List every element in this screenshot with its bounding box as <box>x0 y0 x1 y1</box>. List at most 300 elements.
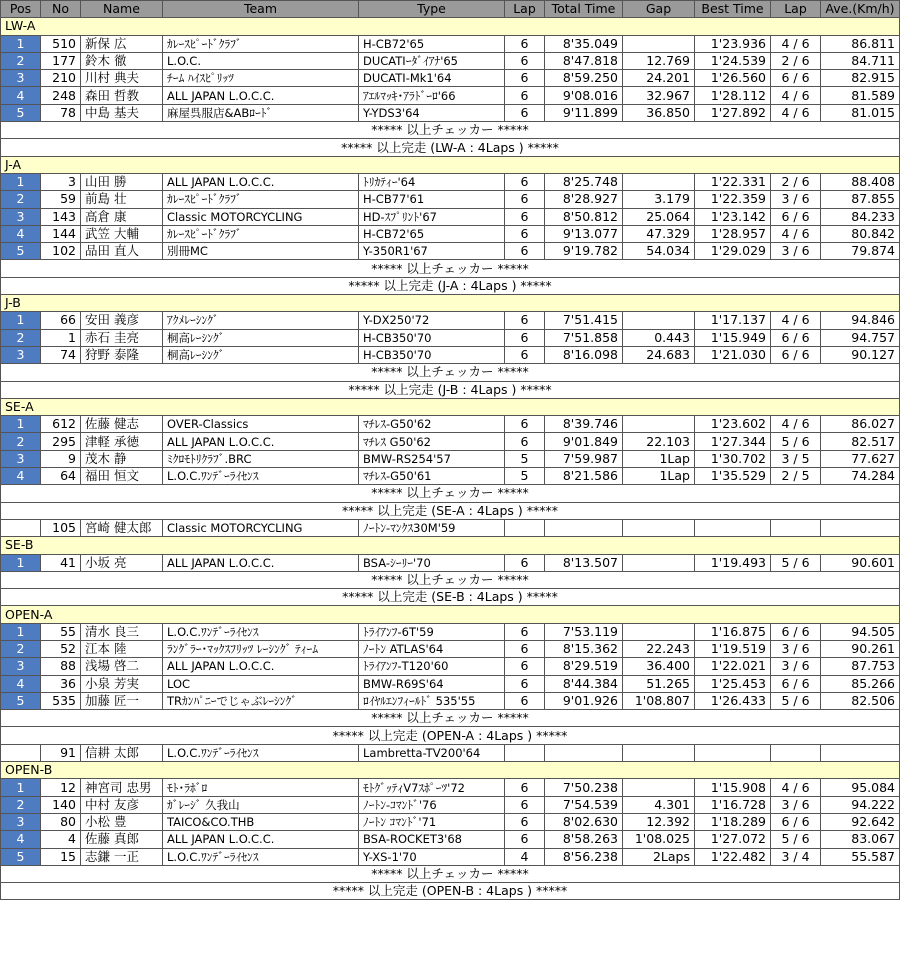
total-time-cell: 9'13.077 <box>545 225 623 242</box>
total-time-cell: 7'50.238 <box>545 779 623 796</box>
rider-name-cell: 神宮司 忠男 <box>81 779 163 796</box>
team-cell: 麻屋呉服店&ABﾛｰﾄﾞ <box>163 104 359 121</box>
position-cell: 5 <box>1 243 41 260</box>
team-cell: ALL JAPAN L.O.C.C. <box>163 554 359 571</box>
best-lap-cell: 4 / 6 <box>771 779 821 796</box>
number-cell: 59 <box>41 191 81 208</box>
position-cell: 5 <box>1 848 41 865</box>
laps-cell: 6 <box>505 87 545 104</box>
best-time-cell: 1'16.728 <box>695 796 771 813</box>
best-time-cell: 1'17.137 <box>695 312 771 329</box>
best-lap-cell: 2 / 5 <box>771 468 821 485</box>
best-lap-cell: 6 / 6 <box>771 208 821 225</box>
position-cell: 5 <box>1 104 41 121</box>
best-time-cell: 1'28.112 <box>695 87 771 104</box>
best-time-cell: 1'27.072 <box>695 831 771 848</box>
position-cell: 1 <box>1 173 41 190</box>
gap-cell: 22.103 <box>623 433 695 450</box>
gap-cell <box>623 35 695 52</box>
total-time-cell: 7'51.858 <box>545 329 623 346</box>
result-row <box>1 243 900 260</box>
team-cell: LOC <box>163 675 359 692</box>
laps-cell: 6 <box>505 225 545 242</box>
total-time-cell: 8'44.384 <box>545 675 623 692</box>
best-time-cell: 1'18.289 <box>695 813 771 830</box>
finish-note-row <box>1 883 900 900</box>
number-cell: 91 <box>41 744 81 761</box>
team-cell: ALL JAPAN L.O.C.C. <box>163 87 359 104</box>
gap-cell <box>623 744 695 761</box>
best-time-cell: 1'27.892 <box>695 104 771 121</box>
best-lap-cell: 6 / 6 <box>771 346 821 363</box>
checker-note: ***** 以上チェッカー ***** <box>1 485 900 502</box>
best-time-cell: 1'23.602 <box>695 416 771 433</box>
rider-name-cell: 小泉 芳実 <box>81 675 163 692</box>
result-row <box>1 433 900 450</box>
result-row <box>1 848 900 865</box>
header-row <box>1 1 900 18</box>
laps-cell: 6 <box>505 312 545 329</box>
result-row <box>1 329 900 346</box>
average-speed-cell: 94.846 <box>821 312 900 329</box>
team-cell: ﾓﾄ･ﾗﾎﾞﾛ <box>163 779 359 796</box>
best-time-cell: 1'22.359 <box>695 191 771 208</box>
position-cell: 3 <box>1 346 41 363</box>
finish-note-row <box>1 589 900 606</box>
rider-name-cell: 川村 典夫 <box>81 70 163 87</box>
category-row <box>1 295 900 312</box>
checker-note: ***** 以上チェッカー ***** <box>1 571 900 588</box>
gap-cell: 24.683 <box>623 346 695 363</box>
team-cell: OVER-Classics <box>163 416 359 433</box>
number-cell: 12 <box>41 779 81 796</box>
position-cell: 4 <box>1 831 41 848</box>
machine-type-cell: ﾓﾄｸﾞｯﾃｨV7ｽﾎﾟｰﾂ'72 <box>359 779 505 796</box>
number-cell: 295 <box>41 433 81 450</box>
position-cell <box>1 519 41 536</box>
team-cell: ﾁｰﾑ ﾊｲｽﾋﾟﾘｯﾂ <box>163 70 359 87</box>
average-speed-cell: 55.587 <box>821 848 900 865</box>
result-row <box>1 346 900 363</box>
rider-name-cell: 新保 広 <box>81 35 163 52</box>
best-time-cell: 1'35.529 <box>695 468 771 485</box>
rider-name-cell: 福田 恒文 <box>81 468 163 485</box>
best-time-cell: 1'22.021 <box>695 658 771 675</box>
machine-type-cell: ﾄﾗｲｱﾝﾌ-T120'60 <box>359 658 505 675</box>
laps-cell <box>505 519 545 536</box>
machine-type-cell: BMW-R69S'64 <box>359 675 505 692</box>
best-time-cell: 1'15.908 <box>695 779 771 796</box>
machine-type-cell: ﾉｰﾄﾝ ATLAS'64 <box>359 640 505 657</box>
best-time-cell: 1'26.433 <box>695 692 771 709</box>
position-cell: 5 <box>1 692 41 709</box>
machine-type-cell: H-CB72'65 <box>359 225 505 242</box>
rider-name-cell: 清水 良三 <box>81 623 163 640</box>
team-cell: 桐高ﾚｰｼﾝｸﾞ <box>163 346 359 363</box>
result-row <box>1 225 900 242</box>
best-lap-cell: 5 / 6 <box>771 433 821 450</box>
gap-cell <box>623 554 695 571</box>
machine-type-cell: ﾛｲﾔﾙｴﾝﾌｨｰﾙﾄﾞ 535'55 <box>359 692 505 709</box>
result-row <box>1 52 900 69</box>
best-lap-cell: 6 / 6 <box>771 623 821 640</box>
col-total-time: Total Time <box>545 1 623 18</box>
checker-note-row <box>1 122 900 139</box>
machine-type-cell: Y-XS-1'70 <box>359 848 505 865</box>
checker-note-row <box>1 710 900 727</box>
best-lap-cell: 3 / 6 <box>771 191 821 208</box>
total-time-cell <box>545 519 623 536</box>
laps-cell: 6 <box>505 779 545 796</box>
result-row <box>1 191 900 208</box>
total-time-cell: 8'13.507 <box>545 554 623 571</box>
average-speed-cell: 79.874 <box>821 243 900 260</box>
total-time-cell: 8'21.586 <box>545 468 623 485</box>
finish-note-row <box>1 277 900 294</box>
machine-type-cell: BSA-ｼｰﾘｰ'70 <box>359 554 505 571</box>
category-row <box>1 156 900 173</box>
result-row <box>1 35 900 52</box>
machine-type-cell: DUCATIｰﾀﾞｲｱﾅ'65 <box>359 52 505 69</box>
finish-note: ***** 以上完走 (LW-A : 4Laps ) ***** <box>1 139 900 156</box>
rider-name-cell: 江本 陸 <box>81 640 163 657</box>
laps-cell: 6 <box>505 104 545 121</box>
best-time-cell: 1'27.344 <box>695 433 771 450</box>
rider-name-cell: 小松 豊 <box>81 813 163 830</box>
average-speed-cell: 94.757 <box>821 329 900 346</box>
result-row <box>1 658 900 675</box>
position-cell: 1 <box>1 554 41 571</box>
col-team: Team <box>163 1 359 18</box>
average-speed-cell: 83.067 <box>821 831 900 848</box>
machine-type-cell: Lambretta-TV200'64 <box>359 744 505 761</box>
number-cell: 144 <box>41 225 81 242</box>
col-no: No <box>41 1 81 18</box>
col-gap: Gap <box>623 1 695 18</box>
number-cell: 105 <box>41 519 81 536</box>
category-row <box>1 398 900 415</box>
laps-cell: 5 <box>505 450 545 467</box>
team-cell: ALL JAPAN L.O.C.C. <box>163 658 359 675</box>
average-speed-cell: 90.601 <box>821 554 900 571</box>
machine-type-cell: H-CB350'70 <box>359 346 505 363</box>
average-speed-cell: 94.222 <box>821 796 900 813</box>
best-lap-cell: 3 / 6 <box>771 658 821 675</box>
result-row <box>1 692 900 709</box>
best-lap-cell: 4 / 6 <box>771 416 821 433</box>
rider-name-cell: 中村 友彦 <box>81 796 163 813</box>
result-row <box>1 831 900 848</box>
total-time-cell: 9'01.849 <box>545 433 623 450</box>
average-speed-cell: 84.233 <box>821 208 900 225</box>
laps-cell: 6 <box>505 813 545 830</box>
total-time-cell: 7'54.539 <box>545 796 623 813</box>
total-time-cell: 9'11.899 <box>545 104 623 121</box>
average-speed-cell: 90.261 <box>821 640 900 657</box>
machine-type-cell: H-CB72'65 <box>359 35 505 52</box>
total-time-cell: 8'02.630 <box>545 813 623 830</box>
total-time-cell: 9'08.016 <box>545 87 623 104</box>
result-row <box>1 208 900 225</box>
best-lap-cell: 4 / 6 <box>771 35 821 52</box>
number-cell: 1 <box>41 329 81 346</box>
finish-note: ***** 以上完走 (SE-A : 4Laps ) ***** <box>1 502 900 519</box>
gap-cell <box>623 519 695 536</box>
team-cell: ALL JAPAN L.O.C.C. <box>163 433 359 450</box>
best-time-cell: 1'19.493 <box>695 554 771 571</box>
total-time-cell: 8'29.519 <box>545 658 623 675</box>
col-best-time: Best Time <box>695 1 771 18</box>
laps-cell: 6 <box>505 243 545 260</box>
best-time-cell: 1'21.030 <box>695 346 771 363</box>
machine-type-cell: BSA-ROCKET3'68 <box>359 831 505 848</box>
number-cell: 36 <box>41 675 81 692</box>
number-cell: 4 <box>41 831 81 848</box>
team-cell: ｱｸﾒﾚｰｼﾝｸﾞ <box>163 312 359 329</box>
laps-cell: 6 <box>505 554 545 571</box>
position-cell: 4 <box>1 468 41 485</box>
category-row <box>1 606 900 623</box>
number-cell: 41 <box>41 554 81 571</box>
rider-name-cell: 鈴木 徹 <box>81 52 163 69</box>
checker-note: ***** 以上チェッカー ***** <box>1 122 900 139</box>
average-speed-cell: 90.127 <box>821 346 900 363</box>
number-cell: 74 <box>41 346 81 363</box>
total-time-cell: 7'53.119 <box>545 623 623 640</box>
total-time-cell: 8'25.748 <box>545 173 623 190</box>
gap-cell: 22.243 <box>623 640 695 657</box>
position-cell: 1 <box>1 416 41 433</box>
rider-name-cell: 森田 哲教 <box>81 87 163 104</box>
gap-cell: 36.400 <box>623 658 695 675</box>
average-speed-cell: 94.505 <box>821 623 900 640</box>
total-time-cell: 9'19.782 <box>545 243 623 260</box>
result-row <box>1 796 900 813</box>
team-cell: ALL JAPAN L.O.C.C. <box>163 831 359 848</box>
gap-cell: 1Lap <box>623 450 695 467</box>
laps-cell: 4 <box>505 848 545 865</box>
rider-name-cell: 品田 直人 <box>81 243 163 260</box>
number-cell: 510 <box>41 35 81 52</box>
number-cell: 140 <box>41 796 81 813</box>
gap-cell <box>623 416 695 433</box>
best-lap-cell: 5 / 6 <box>771 692 821 709</box>
best-time-cell: 1'28.957 <box>695 225 771 242</box>
rider-name-cell: 津軽 承徳 <box>81 433 163 450</box>
checker-note: ***** 以上チェッカー ***** <box>1 260 900 277</box>
gap-cell: 25.064 <box>623 208 695 225</box>
total-time-cell: 8'35.049 <box>545 35 623 52</box>
team-cell: ﾐｸﾛﾓﾄﾘｸﾗﾌﾞ.BRC <box>163 450 359 467</box>
total-time-cell <box>545 744 623 761</box>
best-lap-cell: 4 / 6 <box>771 225 821 242</box>
rider-name-cell: 安田 義彦 <box>81 312 163 329</box>
result-row <box>1 813 900 830</box>
number-cell: 612 <box>41 416 81 433</box>
best-lap-cell: 4 / 6 <box>771 104 821 121</box>
total-time-cell: 8'39.746 <box>545 416 623 433</box>
best-time-cell: 1'30.702 <box>695 450 771 467</box>
laps-cell: 6 <box>505 35 545 52</box>
best-lap-cell: 4 / 6 <box>771 312 821 329</box>
col-lap: Lap <box>505 1 545 18</box>
position-cell: 1 <box>1 623 41 640</box>
laps-cell: 6 <box>505 416 545 433</box>
best-lap-cell <box>771 744 821 761</box>
result-row <box>1 173 900 190</box>
position-cell: 1 <box>1 779 41 796</box>
gap-cell <box>623 173 695 190</box>
average-speed-cell: 74.284 <box>821 468 900 485</box>
gap-cell: 12.769 <box>623 52 695 69</box>
machine-type-cell: H-CB350'70 <box>359 329 505 346</box>
col-pos: Pos <box>1 1 41 18</box>
best-time-cell: 1'29.029 <box>695 243 771 260</box>
gap-cell: 4.301 <box>623 796 695 813</box>
machine-type-cell: ﾏﾁﾚｽ G50'62 <box>359 433 505 450</box>
position-cell: 2 <box>1 640 41 657</box>
best-lap-cell <box>771 519 821 536</box>
average-speed-cell: 86.027 <box>821 416 900 433</box>
total-time-cell: 8'16.098 <box>545 346 623 363</box>
laps-cell <box>505 744 545 761</box>
best-lap-cell: 5 / 6 <box>771 554 821 571</box>
checker-note-row <box>1 364 900 381</box>
gap-cell: 2Laps <box>623 848 695 865</box>
average-speed-cell <box>821 744 900 761</box>
rider-name-cell: 前島 壮 <box>81 191 163 208</box>
total-time-cell: 7'51.415 <box>545 312 623 329</box>
position-cell: 3 <box>1 658 41 675</box>
machine-type-cell: BMW-RS254'57 <box>359 450 505 467</box>
laps-cell: 6 <box>505 692 545 709</box>
team-cell: L.O.C.ﾜﾝﾃﾞｰﾗｲｾﾝｽ <box>163 848 359 865</box>
rider-name-cell: 中島 基夫 <box>81 104 163 121</box>
best-lap-cell: 2 / 6 <box>771 52 821 69</box>
position-cell: 3 <box>1 208 41 225</box>
machine-type-cell: ﾄﾘｶﾃｨｰ'64 <box>359 173 505 190</box>
team-cell: L.O.C.ﾜﾝﾃﾞｰﾗｲｾﾝｽ <box>163 623 359 640</box>
rider-name-cell: 信耕 太郎 <box>81 744 163 761</box>
rider-name-cell: 佐藤 真郎 <box>81 831 163 848</box>
rider-name-cell: 茂木 静 <box>81 450 163 467</box>
machine-type-cell: H-CB77'61 <box>359 191 505 208</box>
best-lap-cell: 3 / 6 <box>771 243 821 260</box>
best-lap-cell: 3 / 6 <box>771 640 821 657</box>
table-header <box>1 1 900 18</box>
category-label: OPEN-B <box>1 762 900 779</box>
best-time-cell: 1'23.936 <box>695 35 771 52</box>
total-time-cell: 8'50.812 <box>545 208 623 225</box>
number-cell: 177 <box>41 52 81 69</box>
laps-cell: 6 <box>505 796 545 813</box>
finish-note-row <box>1 502 900 519</box>
result-row <box>1 416 900 433</box>
position-cell: 2 <box>1 329 41 346</box>
category-label: SE-A <box>1 398 900 415</box>
best-lap-cell: 2 / 6 <box>771 173 821 190</box>
machine-type-cell: DUCATI-Mk1'64 <box>359 70 505 87</box>
table-body <box>1 18 900 900</box>
checker-note-row <box>1 485 900 502</box>
rider-name-cell: 高倉 康 <box>81 208 163 225</box>
result-row <box>1 554 900 571</box>
result-row <box>1 312 900 329</box>
team-cell: ALL JAPAN L.O.C.C. <box>163 173 359 190</box>
result-row <box>1 640 900 657</box>
best-time-cell: 1'26.560 <box>695 70 771 87</box>
number-cell: 78 <box>41 104 81 121</box>
laps-cell: 6 <box>505 70 545 87</box>
best-lap-cell: 6 / 6 <box>771 329 821 346</box>
position-cell: 3 <box>1 70 41 87</box>
rider-name-cell: 佐藤 健志 <box>81 416 163 433</box>
machine-type-cell: HD-ｽﾌﾟﾘﾝﾄ'67 <box>359 208 505 225</box>
gap-cell: 1'08.025 <box>623 831 695 848</box>
average-speed-cell: 85.266 <box>821 675 900 692</box>
position-cell: 2 <box>1 796 41 813</box>
finish-note: ***** 以上完走 (J-A : 4Laps ) ***** <box>1 277 900 294</box>
best-lap-cell: 6 / 6 <box>771 813 821 830</box>
machine-type-cell: ﾏﾁﾚｽ-G50'62 <box>359 416 505 433</box>
total-time-cell: 8'56.238 <box>545 848 623 865</box>
checker-note-row <box>1 571 900 588</box>
result-row <box>1 468 900 485</box>
best-time-cell: 1'24.539 <box>695 52 771 69</box>
finish-note-row <box>1 727 900 744</box>
rider-name-cell: 宮崎 健太郎 <box>81 519 163 536</box>
position-cell: 4 <box>1 225 41 242</box>
best-time-cell: 1'22.482 <box>695 848 771 865</box>
team-cell: L.O.C.ﾜﾝﾃﾞｰﾗｲｾﾝｽ <box>163 468 359 485</box>
gap-cell <box>623 312 695 329</box>
finish-note: ***** 以上完走 (OPEN-B : 4Laps ) ***** <box>1 883 900 900</box>
gap-cell: 32.967 <box>623 87 695 104</box>
team-cell: ｶﾚｰｽﾋﾟｰﾄﾞｸﾗﾌﾞ <box>163 35 359 52</box>
laps-cell: 6 <box>505 623 545 640</box>
checker-note: ***** 以上チェッカー ***** <box>1 364 900 381</box>
average-speed-cell: 82.915 <box>821 70 900 87</box>
best-lap-cell: 3 / 6 <box>771 796 821 813</box>
rider-name-cell: 武笠 大輔 <box>81 225 163 242</box>
number-cell: 66 <box>41 312 81 329</box>
position-cell: 1 <box>1 35 41 52</box>
machine-type-cell: ﾉｰﾄﾝ-ﾏﾝｸｽ30M'59 <box>359 519 505 536</box>
laps-cell: 6 <box>505 346 545 363</box>
best-time-cell: 1'15.949 <box>695 329 771 346</box>
category-label: SE-B <box>1 537 900 554</box>
rider-name-cell: 山田 勝 <box>81 173 163 190</box>
number-cell: 248 <box>41 87 81 104</box>
laps-cell: 6 <box>505 675 545 692</box>
laps-cell: 6 <box>505 433 545 450</box>
position-cell: 3 <box>1 450 41 467</box>
average-speed-cell: 87.753 <box>821 658 900 675</box>
total-time-cell: 8'28.927 <box>545 191 623 208</box>
average-speed-cell: 77.627 <box>821 450 900 467</box>
best-time-cell: 1'19.519 <box>695 640 771 657</box>
non-finisher-row <box>1 744 900 761</box>
laps-cell: 5 <box>505 468 545 485</box>
team-cell: ｶﾚｰｽﾋﾟｰﾄﾞｸﾗﾌﾞ <box>163 225 359 242</box>
average-speed-cell <box>821 519 900 536</box>
total-time-cell: 8'58.263 <box>545 831 623 848</box>
rider-name-cell: 小坂 亮 <box>81 554 163 571</box>
average-speed-cell: 92.642 <box>821 813 900 830</box>
average-speed-cell: 81.589 <box>821 87 900 104</box>
gap-cell <box>623 779 695 796</box>
col-name: Name <box>81 1 163 18</box>
